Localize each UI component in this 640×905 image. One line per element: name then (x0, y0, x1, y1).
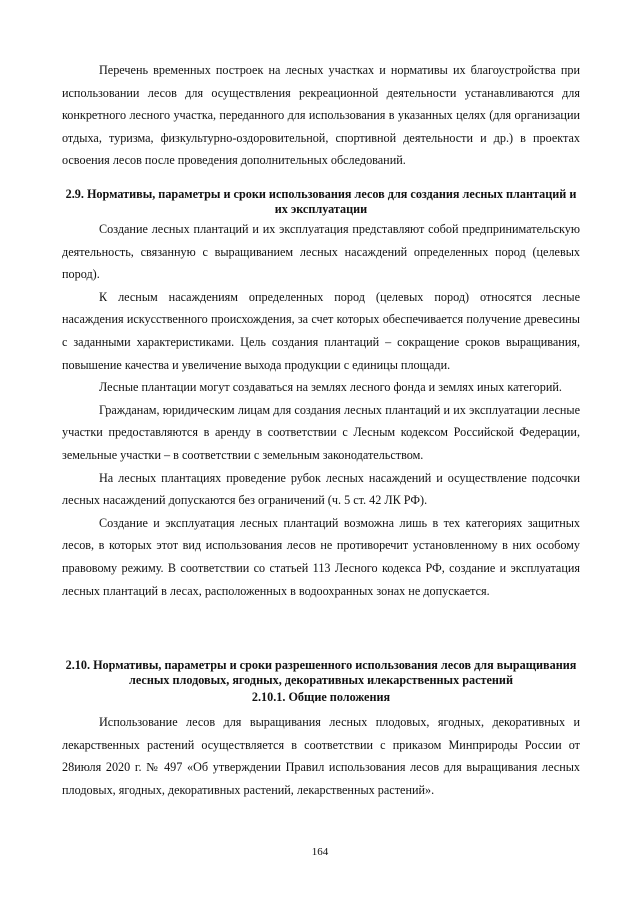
section-2-10-body (62, 711, 580, 801)
section-heading-2-10: 2.10. Нормативы, параметры и сроки разрешенного использования лесов для выращивания лесных плодовых, ягодных, декоративных илекарственных растений (65, 658, 577, 687)
intro-text (62, 59, 580, 172)
paragraph: Использование лесов для выращивания лесных плодовых, ягодных, декоративных и лекарственных растений осуществляется в соответствии с приказом Минприроды России от 28июля 2020 г. № 497 «Об утверждении Правил использования лесов для выращивания лесных плодовых, ягодных, декоративных растений, лекарственных растений». (62, 715, 580, 797)
page-number: 164 (311, 846, 329, 858)
paragraph: Гражданам, юридическим лицам для создания лесных плантаций и их эксплуатации лесные участки предоставляются в аренду в соответствии с Лесным кодексом Российской Федерации, земельные участки – в соответствии с земельным законодательством. (62, 402, 580, 462)
paragraph: Лесные плантации могут создаваться на землях лесного фонда и землях иных категорий. (99, 380, 562, 395)
section-heading-2-9: 2.9. Нормативы, параметры и сроки использования лесов для создания лесных плантаций и их эксплуатации (65, 187, 577, 216)
paragraph: Перечень временных построек на лесных участках и нормативы их благоустройства при использовании лесов для осуществления рекреационной деятельности устанавливаются для конкретного лесного участка, переданного для использования в указанных целях (для организации отдыха, туризма, физкультурно-оздоровительной, спортивной деятельности и др.) в проектах освоения лесов после проведения дополнительных обследований. (62, 63, 580, 168)
section-2-9-body (62, 218, 580, 602)
paragraph: На лесных плантациях проведение рубок лесных насаждений и осуществление подсочки лесных насаждений допускаются без ограничений (ч. 5 ст. 42 ЛК РФ). (62, 470, 580, 508)
subsection-heading-2-10-1: 2.10.1. Общие положения (251, 690, 391, 704)
paragraph: Создание и эксплуатация лесных плантаций возможна лишь в тех категориях защитных лесов, в которых этот вид использования лесов не противоречит установленному в них особому правовому режиму. В соответствии со статьей 113 Лесного кодекса РФ, создание и эксплуатация лесных плантаций в лесах, расположенных в водоохранных зонах не допускается. (62, 515, 580, 598)
paragraph: Создание лесных плантаций и их эксплуатация представляют собой предпринимательскую деятельность, связанную с выращиванием лесных насаждений определенных пород (целевых пород). (62, 222, 580, 282)
paragraph: К лесным насаждениям определенных пород (целевых пород) относятся лесные насаждения искусственного происхождения, за счет которых обеспечивается получение древесины с заданными характеристиками. Цель создания плантаций – сокращение сроков выращивания, повышение качества и увеличение выхода продукции с единицы площади. (62, 289, 580, 372)
